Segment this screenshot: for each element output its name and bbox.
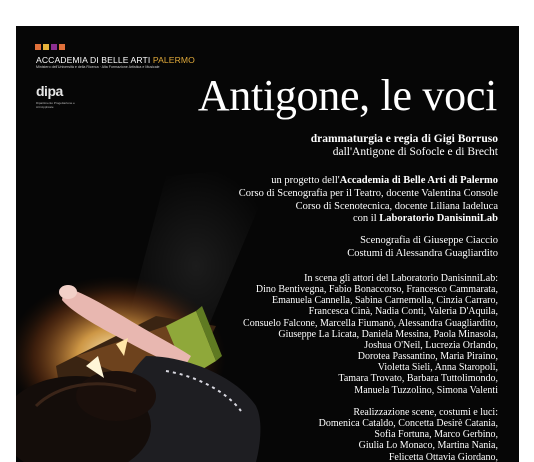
realizzazione-line: Giulia Lo Monaco, Martina Nania, <box>358 440 498 452</box>
cast-line: Joshua O'Neil, Lucrezia Orlando, <box>364 339 498 351</box>
progetto-lab: Laboratorio DanisinniLab <box>379 213 498 225</box>
regia-credit: drammaturgia e regia di Gigi Borruso <box>310 133 498 145</box>
costumi-credit: Costumi di Alessandra Guagliardito <box>347 247 498 259</box>
logo-square <box>43 44 49 50</box>
academy-prefix: ACCADEMIA DI BELLE ARTI <box>36 55 151 65</box>
logo-square <box>35 44 41 50</box>
logo-square <box>51 44 57 50</box>
academy-logo-squares <box>35 44 65 50</box>
progetto-block <box>239 175 498 226</box>
dipa-subtitle: Dipartimento Progettazione e Arti Applicate <box>36 101 75 109</box>
cast-line: Tamara Trovato, Barbara Tuttolimondo, <box>338 373 498 385</box>
cast-line: Dorotea Passantino, Maria Piraino, <box>357 351 498 363</box>
scenografia-credit: Scenografia di Giuseppe Ciaccio <box>360 235 498 246</box>
progetto-line-2: Corso di Scenografia per il Teatro, docente Valentina Console <box>238 187 498 199</box>
scenografia-block <box>347 235 498 261</box>
cast-line: Francesca Cinà, Nadia Conti, Valeria D'Aquila, <box>308 306 498 318</box>
academy-city: PALERMO <box>152 55 195 65</box>
academy-name <box>36 55 195 65</box>
cast-line: Giuseppe La Licata, Daniela Messina, Paola Minasola, <box>278 328 498 340</box>
progetto-line-3: Corso di Scenotecnica, docente Liliana Iadeluca <box>295 200 498 212</box>
realizzazione-block <box>319 407 498 462</box>
realizzazione-line: Domenica Cataldo, Concetta Desirè Catania, <box>318 418 498 430</box>
progetto-academy: Accademia di Belle Arti di Palermo <box>339 175 498 186</box>
poster-title: Antigone, le voci <box>197 71 497 120</box>
cast-line: Manuela Tuzzolino, Simona Valenti <box>354 384 498 396</box>
realizzazione-line: Felicetta Ottavia Giordano, <box>388 451 498 462</box>
progetto-with: con il <box>353 213 380 225</box>
event-poster <box>16 26 519 462</box>
regia-block <box>311 133 498 159</box>
progetto-line-1 <box>239 175 498 188</box>
regia-source: dall'Antigone di Sofocle e di Brecht <box>332 146 498 158</box>
realizzazione-heading: Realizzazione scene, costumi e luci: <box>353 407 498 418</box>
cast-line: Consuelo Falcone, Marcella Fiumanò, Alessandra Guagliardito, <box>243 317 498 329</box>
progetto-intro: un progetto dell' <box>271 175 340 186</box>
cast-line: Dino Bentivegna, Fabio Bonaccorso, Francesco Cammarata, <box>255 284 498 296</box>
cast-heading: In scena gli attori del Laboratorio DanisinniLab: <box>304 273 498 284</box>
logo-square <box>59 44 65 50</box>
dipa-logo: dipa <box>36 83 63 99</box>
progetto-line-4 <box>239 213 498 226</box>
cast-line: Violetta Sieli, Anna Staropoli, <box>377 362 498 374</box>
cast-line: Emanuela Cannella, Sabina Carnemolla, Cinzia Carraro, <box>271 295 498 307</box>
realizzazione-line: Sofia Fortuna, Marco Gerbino, <box>374 429 498 441</box>
cast-block <box>243 273 498 396</box>
ministry-line: Ministero dell'Università e della Ricerca · Alta Formazione Artistica e Musicale <box>36 65 160 69</box>
